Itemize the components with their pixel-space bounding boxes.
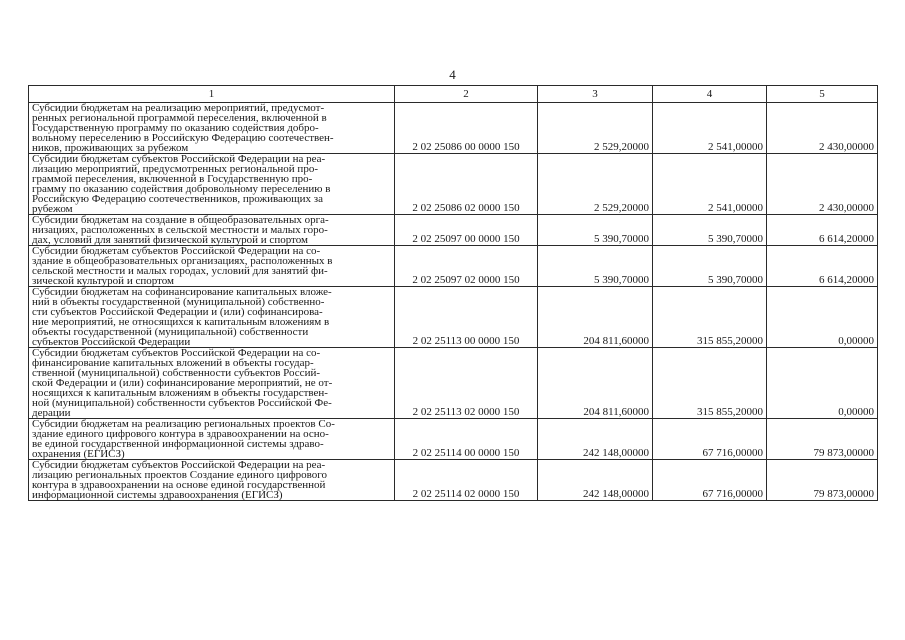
table-row <box>29 154 878 215</box>
row-amount-col5: 6 614,20000 <box>767 215 878 246</box>
row-budget-code: 2 02 25097 00 0000 150 <box>395 215 538 246</box>
header-row <box>29 86 878 103</box>
table-row <box>29 419 878 460</box>
row-amount-col3: 204 811,60000 <box>538 348 653 419</box>
row-amount-col3: 242 148,00000 <box>538 419 653 460</box>
row-amount-col3: 5 390,70000 <box>538 215 653 246</box>
row-amount-col4: 315 855,20000 <box>653 287 767 348</box>
row-amount-col5: 79 873,00000 <box>767 460 878 501</box>
table-row <box>29 460 878 501</box>
row-amount-col3: 5 390,70000 <box>538 246 653 287</box>
row-amount-col4: 67 716,00000 <box>653 460 767 501</box>
row-amount-col3: 204 811,60000 <box>538 287 653 348</box>
row-amount-col5: 2 430,00000 <box>767 103 878 154</box>
row-description: Субсидии бюджетам субъектов Российской Федерации на реа- лизацию мероприятий, предусмотренных региональной про- граммой переселения, включенной в Государственную про- грамму по оказанию содействия добровольному переселению в Российскую Федерацию соотечественников, проживающих за рубежом <box>29 154 395 215</box>
page-number: 4 <box>449 67 456 82</box>
column-header-5: 5 <box>767 86 878 103</box>
row-amount-col3: 2 529,20000 <box>538 103 653 154</box>
row-description: Субсидии бюджетам на реализацию мероприятий, предусмот- ренных региональной программой переселения, включенной в Государственную программу по оказанию содействия добро- вольному переселению в Российскую Федерацию соотечествен- ников, проживающих за рубежом <box>29 103 395 154</box>
row-description: Субсидии бюджетам субъектов Российской Федерации на реа- лизацию региональных проектов Создание единого цифрового контура в здравоохранении на основе единой государственной информационной системы здравоохранения (ЕГИСЗ) <box>29 460 395 501</box>
row-amount-col4: 5 390,70000 <box>653 246 767 287</box>
row-budget-code: 2 02 25086 02 0000 150 <box>395 154 538 215</box>
row-description: Субсидии бюджетам на реализацию региональных проектов Со- здание единого цифрового контура в здравоохранении на осно- ве единой государственной информационной системы здраво- охранения (ЕГИСЗ) <box>29 419 395 460</box>
row-budget-code: 2 02 25114 00 0000 150 <box>395 419 538 460</box>
row-description: Субсидии бюджетам субъектов Российской Федерации на со- финансирование капитальных вложений в объекты государ- ственной (муниципальной) собственности субъектов Россий- ской Федерации и (или) софинансирование мероприятий, не от- носящихся к капитальным вложениям в объекты государствен- ной (муниципальной) собственности субъектов Российской Фе- дерации <box>29 348 395 419</box>
row-amount-col4: 2 541,00000 <box>653 103 767 154</box>
row-description: Субсидии бюджетам субъектов Российской Федерации на со- здание в общеобразовательных организациях, расположенных в сельской местности и малых городах, условий для занятий фи- зической культурой и спортом <box>29 246 395 287</box>
table-row <box>29 215 878 246</box>
row-budget-code: 2 02 25114 02 0000 150 <box>395 460 538 501</box>
column-header-3: 3 <box>538 86 653 103</box>
column-header-2: 2 <box>395 86 538 103</box>
row-budget-code: 2 02 25113 02 0000 150 <box>395 348 538 419</box>
row-amount-col5: 79 873,00000 <box>767 419 878 460</box>
budget-table <box>28 85 878 501</box>
table-row <box>29 348 878 419</box>
row-amount-col4: 5 390,70000 <box>653 215 767 246</box>
row-description: Субсидии бюджетам на создание в общеобразовательных орга- низациях, расположенных в сельской местности и малых горо- дах, условий для занятий физической культурой и спортом <box>29 215 395 246</box>
row-amount-col3: 2 529,20000 <box>538 154 653 215</box>
row-amount-col5: 2 430,00000 <box>767 154 878 215</box>
table-row <box>29 287 878 348</box>
row-description: Субсидии бюджетам на софинансирование капитальных вложе- ний в объекты государственной (муниципальной) собственно- сти субъектов Российской Федерации и (или) софинансирова- ние мероприятий, не относящихся к капитальным вложениям в объекты государственной (муниципальной) собственности субъектов Российской Федерации <box>29 287 395 348</box>
column-header-1: 1 <box>29 86 395 103</box>
row-budget-code: 2 02 25113 00 0000 150 <box>395 287 538 348</box>
row-amount-col5: 6 614,20000 <box>767 246 878 287</box>
row-amount-col5: 0,00000 <box>767 348 878 419</box>
row-budget-code: 2 02 25086 00 0000 150 <box>395 103 538 154</box>
row-amount-col4: 67 716,00000 <box>653 419 767 460</box>
row-amount-col4: 2 541,00000 <box>653 154 767 215</box>
table-row <box>29 103 878 154</box>
row-amount-col5: 0,00000 <box>767 287 878 348</box>
row-amount-col4: 315 855,20000 <box>653 348 767 419</box>
row-amount-col3: 242 148,00000 <box>538 460 653 501</box>
column-header-4: 4 <box>653 86 767 103</box>
table-row <box>29 246 878 287</box>
row-budget-code: 2 02 25097 02 0000 150 <box>395 246 538 287</box>
